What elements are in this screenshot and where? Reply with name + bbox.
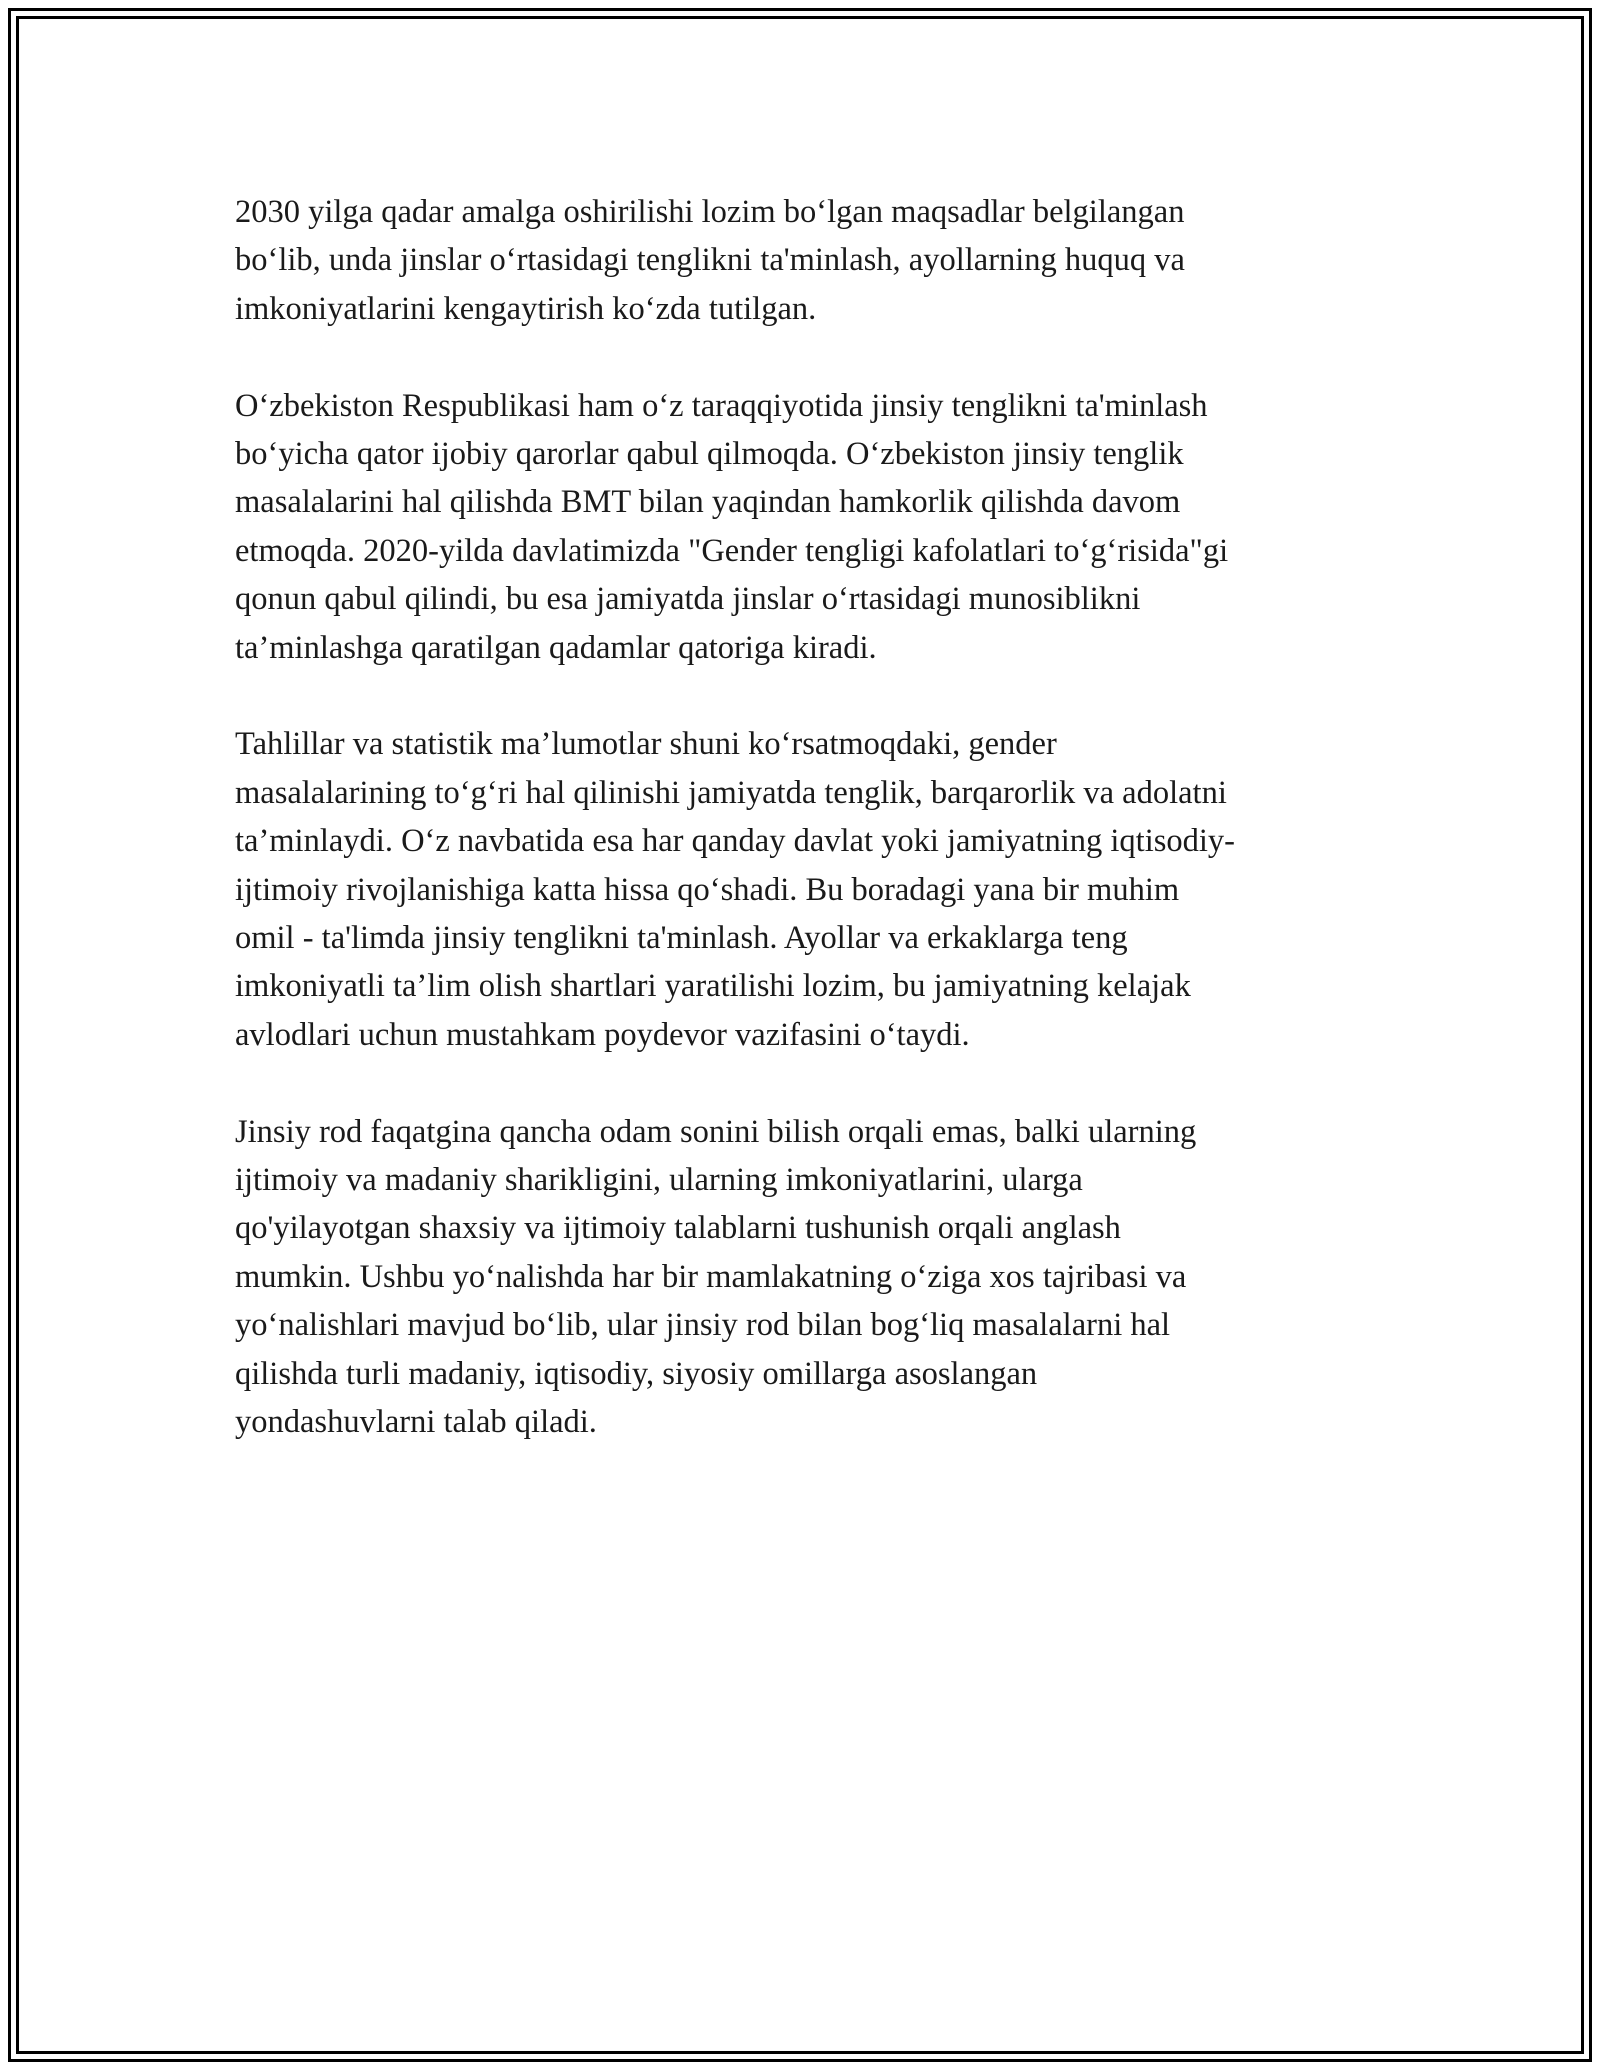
text-line: qilishda turli madaniy, iqtisodiy, siyosiy omillarga asoslangan <box>235 1355 1038 1392</box>
text-line: qo'yilayotgan shaxsiy va ijtimoiy talablarni tushunish orqali anglash <box>235 1210 1121 1247</box>
text-line: imkoniyatlarini kengaytirish ko‘zda tutilgan. <box>235 290 817 327</box>
text-line: omil - ta'limda jinsiy tenglikni ta'minlash. Ayollar va erkaklarga teng <box>235 920 1128 957</box>
text-line: qonun qabul qilindi, bu esa jamiyatda jinslar o‘rtasidagi munosiblikni <box>235 581 1141 618</box>
paragraph-2 <box>235 382 1375 672</box>
text-line: ijtimoiy va madaniy sharikligini, ularning imkoniyatlarini, ularga <box>235 1162 1083 1199</box>
text-line: 2030 yilga qadar amalga oshirilishi lozim bo‘lgan maqsadlar belgilangan <box>235 194 1185 230</box>
text-line: yo‘nalishlari mavjud bo‘lib, ular jinsiy rod bilan bog‘liq masalalarni hal <box>235 1307 1171 1344</box>
text-line: Tahlillar va statistik ma’lumotlar shuni ko‘rsatmoqdaki, gender <box>235 726 1057 763</box>
text-line: etmoqda. 2020-yilda davlatimizda "Gender tengligi kafolatlari to‘g‘risida"gi <box>235 532 1229 569</box>
text-line: masalalarining to‘g‘ri hal qilinishi jamiyatda tenglik, barqarorlik va adolatni <box>235 774 1227 811</box>
document-body <box>235 188 1375 1495</box>
paragraph-4 <box>235 1108 1375 1447</box>
text-line: ijtimoiy rivojlanishiga katta hissa qo‘shadi. Bu boradagi yana bir muhim <box>235 871 1180 908</box>
text-line: bo‘yicha qator ijobiy qarorlar qabul qilmoqda. O‘zbekiston jinsiy tenglik <box>235 436 1184 473</box>
text-line: yondashuvlarni talab qiladi. <box>235 1404 597 1441</box>
text-line: bo‘lib, unda jinslar o‘rtasidagi tenglikni ta'minlash, ayollarning huquq va <box>235 242 1185 279</box>
text-line: ta’minlashga qaratilgan qadamlar qatoriga kiradi. <box>235 629 877 666</box>
text-line: Jinsiy rod faqatgina qancha odam sonini bilish orqali emas, balki ularning <box>235 1113 1197 1150</box>
paragraph-1 <box>235 188 1375 333</box>
text-line: avlodlari uchun mustahkam poydevor vazifasini o‘taydi. <box>235 1016 970 1053</box>
text-line: mumkin. Ushbu yo‘nalishda har bir mamlakatning o‘ziga xos tajribasi va <box>235 1258 1187 1295</box>
text-line: O‘zbekiston Respublikasi ham o‘z taraqqiyotida jinsiy tenglikni ta'minlash <box>235 387 1208 424</box>
paragraph-3 <box>235 720 1375 1059</box>
text-line: imkoniyatli ta’lim olish shartlari yaratilishi lozim, bu jamiyatning kelajak <box>235 968 1191 1005</box>
text-line: ta’minlaydi. O‘z navbatida esa har qanday davlat yoki jamiyatning iqtisodiy- <box>235 823 1235 860</box>
text-line: masalalarini hal qilishda BMT bilan yaqindan hamkorlik qilishda davom <box>235 484 1181 521</box>
